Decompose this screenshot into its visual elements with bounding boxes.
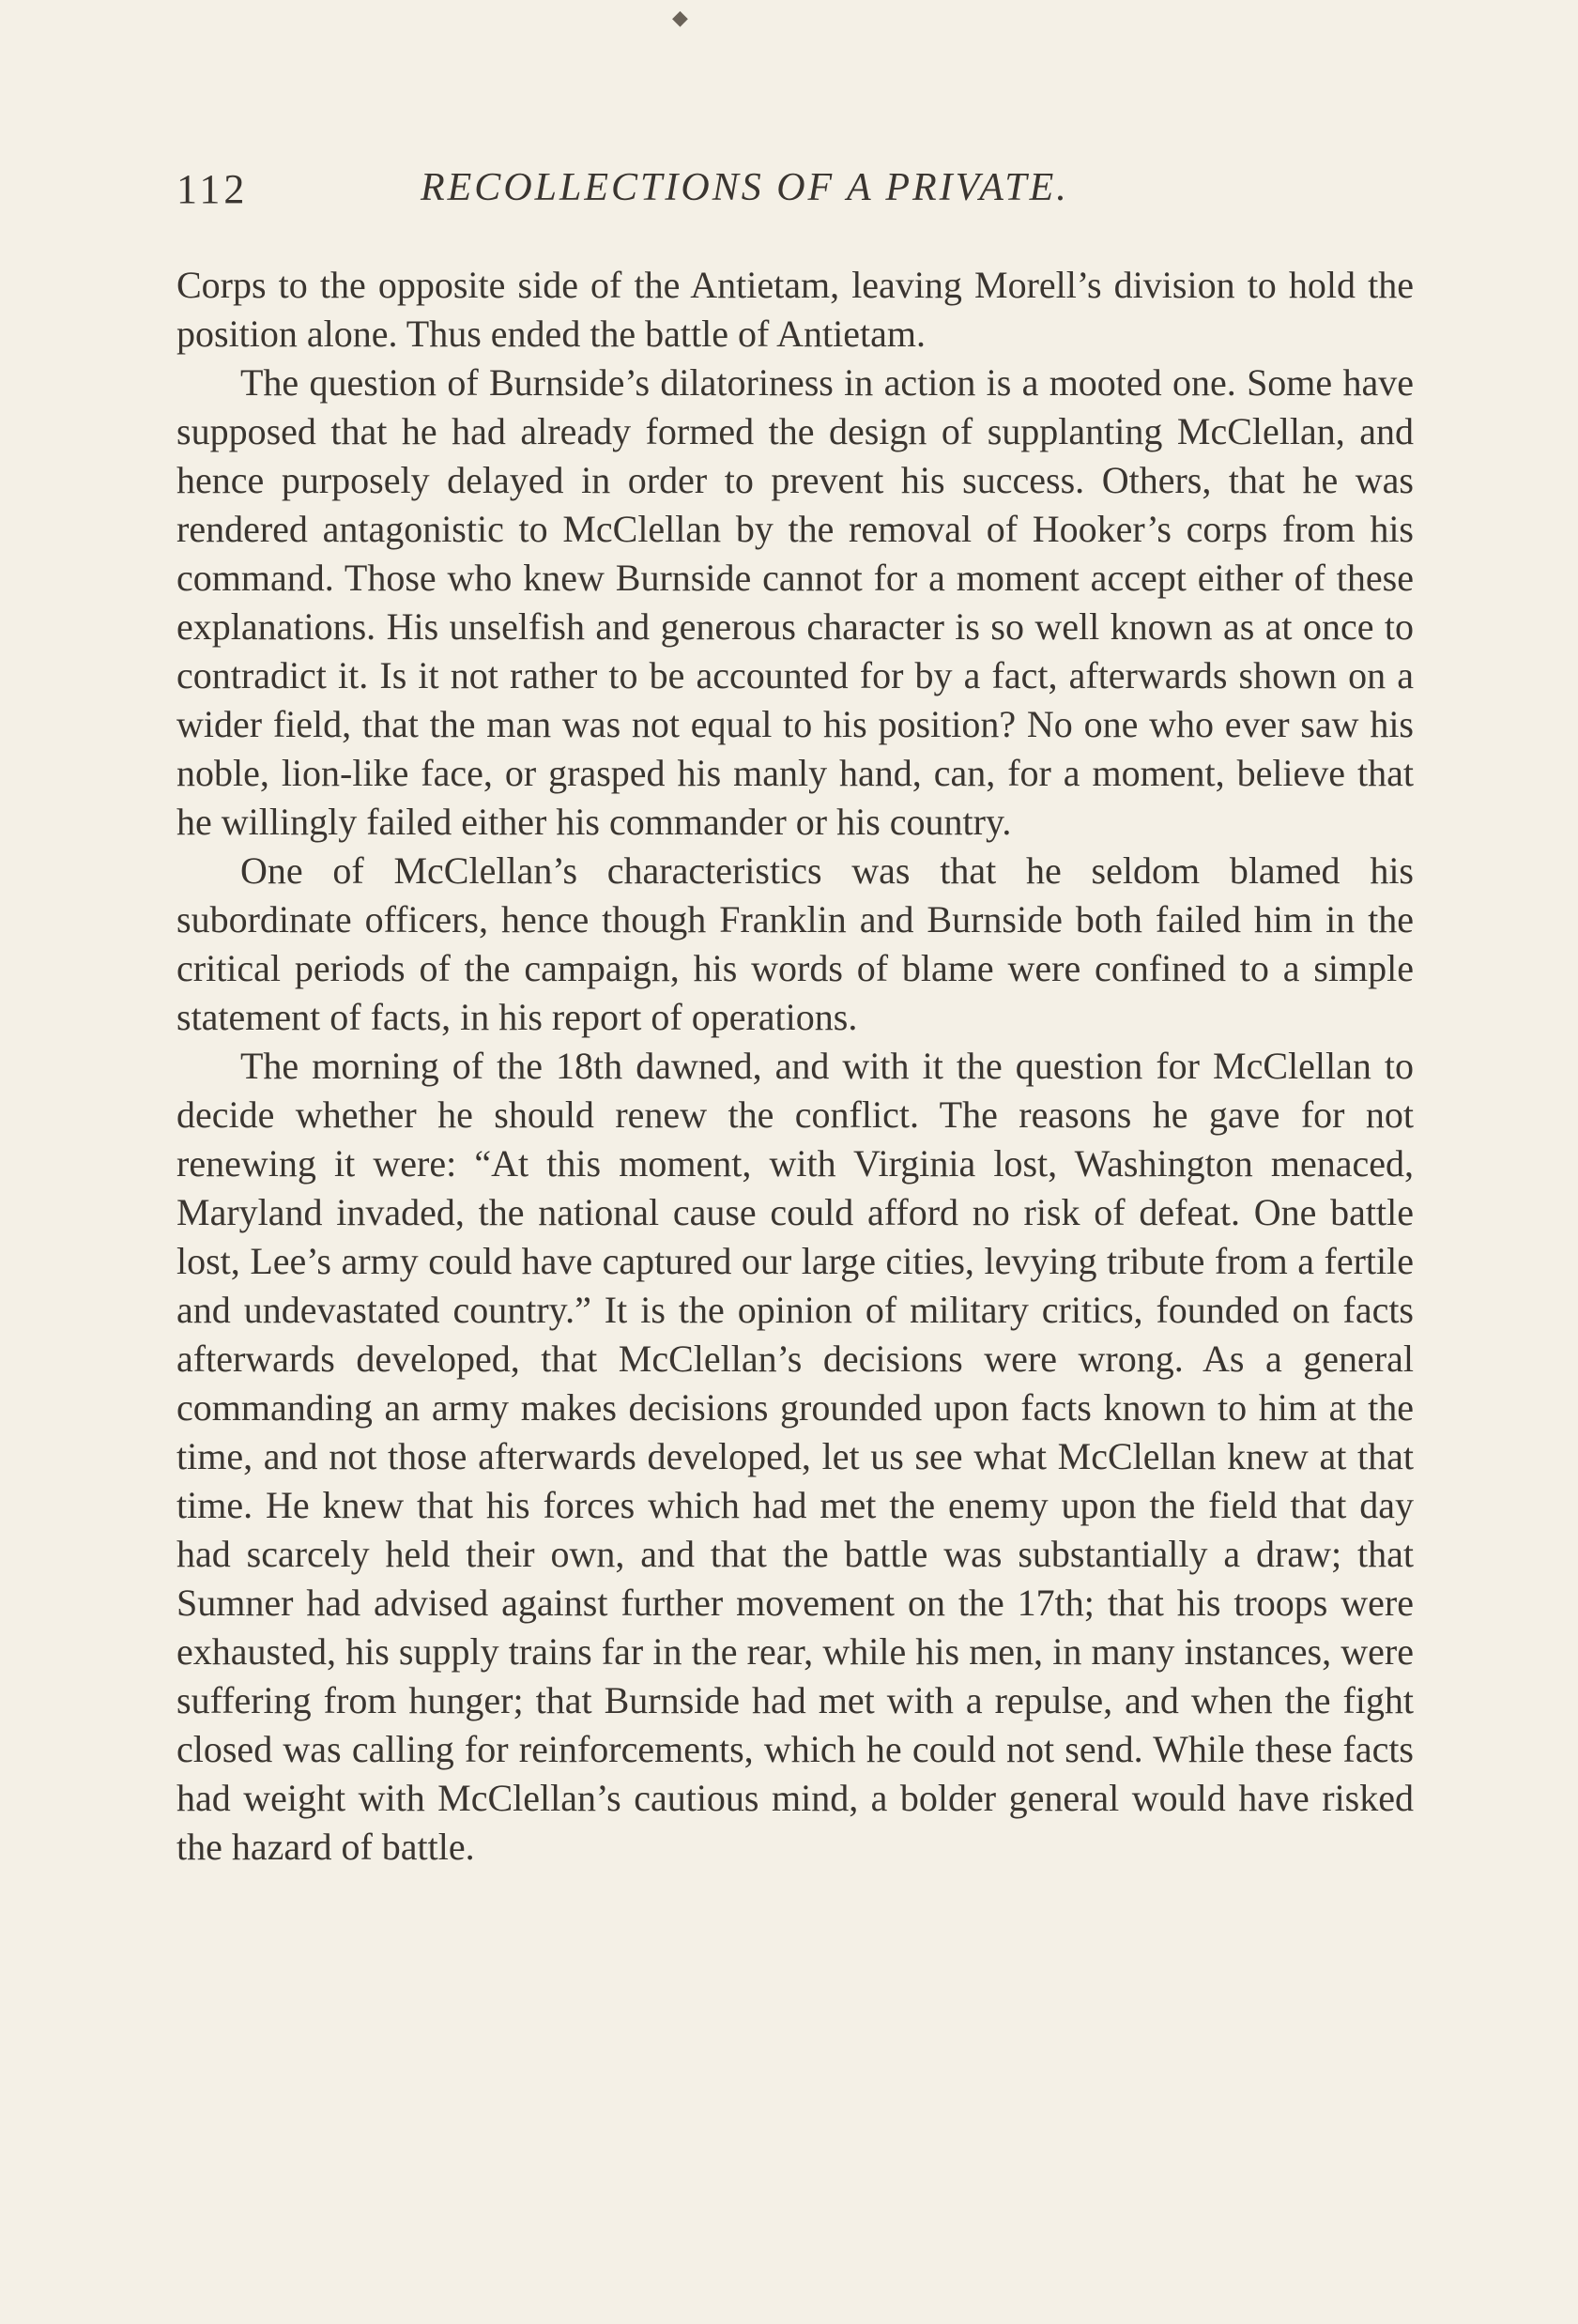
page-number: 112 — [176, 166, 249, 212]
paragraph-2: The question of Burnside’s dilatoriness in action is a mooted one. Some have supposed that he had already formed the design of supplanting McClellan, and hence purposely delayed in order to prevent his success. Others, that he was rendered antagonistic to McClellan by the removal of Hooker’s corps from his command. Those who knew Burnside cannot for a moment accept either of these explanations. His unselfish and generous character is so well known as at once to contradict it. Is it not rather to be accounted for by a fact, afterwards shown on a wider field, that the man was not equal to his position? No one who ever saw his noble, lion-like face, or grasped his manly hand, can, for a moment, believe that he willingly failed either his commander or his country. — [176, 361, 1414, 843]
paragraph-4: The morning of the 18th dawned, and with it the question for McClellan to decide whether he should renew the conflict. The reasons he gave for not renewing it were: “At this moment, with Virginia lost, Washington menaced, Maryland invaded, the national cause could afford no risk of defeat. One battle lost, Lee’s army could have captured our large cities, levying tribute from a fertile and undevastated country.” It is the opinion of military critics, founded on facts afterwards developed, that McClellan’s decisions were wrong. As a general commanding an army makes decisions grounded upon facts known to him at the time, and not those afterwards developed, let us see what McClellan knew at that time. He knew that his forces which had met the enemy upon the field that day had scarcely held their own, and that the battle was substantially a draw; that Sumner had advised against further movement on the 17th; that his troops were exhausted, his supply trains far in the rear, while his men, in many instances, were suffering from hunger; that Burnside had met with a repulse, and when the fight closed was calling for reinforcements, which he could not send. While these facts had weight with McClellan’s cautious mind, a bolder general would have risked the hazard of battle. — [176, 1045, 1414, 1868]
running-head — [176, 165, 1416, 222]
paragraph-3: One of McClellan’s characteristics was that he seldom blamed his subordinate officers, hence though Franklin and Burnside both failed him in the critical periods of the campaign, his words of blame were confined to a simple statement of facts, in his report of operations. — [176, 849, 1414, 1038]
paragraph-1: Corps to the opposite side of the Antietam, leaving Morell’s division to hold the position alone. Thus ended the battle of Antietam. — [176, 264, 1414, 355]
body-text — [176, 261, 1414, 1872]
printer-mark: ◆ — [672, 6, 688, 29]
running-title: RECOLLECTIONS OF A PRIVATE. — [421, 166, 1069, 209]
